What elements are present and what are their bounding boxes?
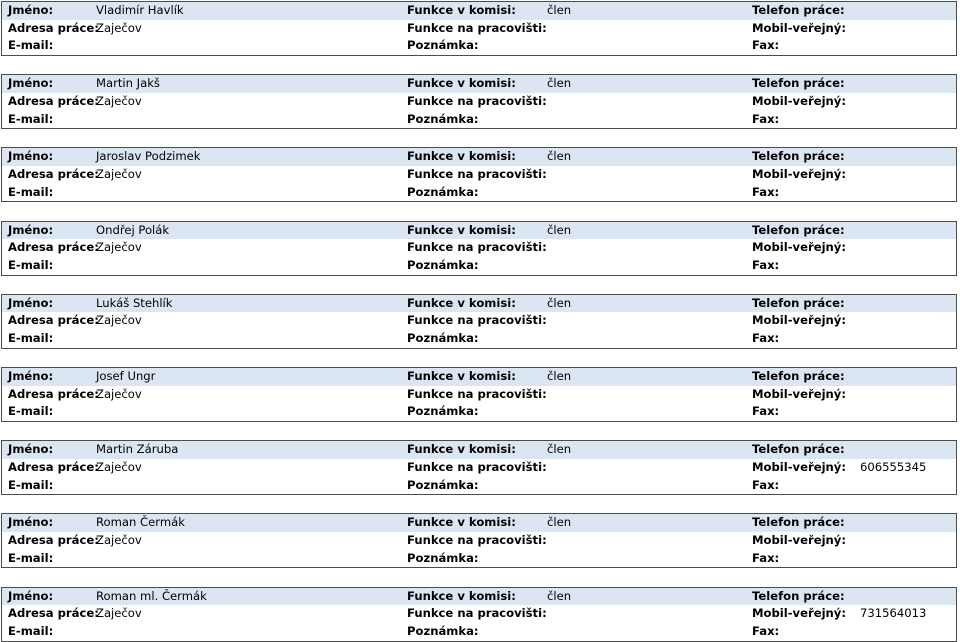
name-value: Vladimír Havlík xyxy=(96,3,184,17)
member-row-address xyxy=(2,532,956,550)
member-row-name xyxy=(2,295,956,313)
note-label: Poznámka: xyxy=(407,111,479,126)
email-label: E-mail: xyxy=(8,623,54,638)
committee-role-label: Funkce v komisi: xyxy=(407,369,516,383)
work-address-label: Adresa práce: xyxy=(8,459,99,474)
note-label: Poznámka: xyxy=(407,331,479,346)
name-value: Martin Jakš xyxy=(96,76,160,91)
workplace-role-label: Funkce na pracovišti: xyxy=(407,167,547,182)
committee-role-value: člen xyxy=(547,515,572,530)
mobile-public-value: 606555345 xyxy=(860,459,927,474)
work-address-label: Adresa práce: xyxy=(8,313,99,328)
work-address-label: Adresa práce: xyxy=(8,606,99,621)
name-value: Roman Čermák xyxy=(96,515,185,530)
name-value: Ondřej Polák xyxy=(96,222,170,237)
committee-role-label: Funkce v komisi: xyxy=(407,149,516,164)
work-address-label: Adresa práce: xyxy=(8,240,99,255)
email-label: E-mail: xyxy=(8,477,54,492)
committee-role-label: Funkce v komisi: xyxy=(407,76,516,91)
name-value: Lukáš Stehlík xyxy=(96,295,173,310)
mobile-public-label: Mobil-veřejný: xyxy=(752,93,846,108)
member-row-email xyxy=(2,403,956,421)
name-label: Jméno: xyxy=(8,295,54,310)
fax-label: Fax: xyxy=(752,331,780,346)
member-row-name xyxy=(2,514,956,532)
name-value: Jaroslav Podzimek xyxy=(96,149,201,164)
email-label: E-mail: xyxy=(8,111,54,126)
email-label: E-mail: xyxy=(8,550,54,565)
work-phone-label: Telefon práce: xyxy=(752,369,845,383)
email-label: E-mail: xyxy=(8,184,54,199)
committee-role-value: člen xyxy=(547,149,572,164)
work-address-value: Zaječov xyxy=(96,20,142,35)
workplace-role-label: Funkce na pracovišti: xyxy=(407,606,547,621)
work-address-value: Zaječov xyxy=(96,459,142,474)
email-label: E-mail: xyxy=(8,404,54,419)
member-card xyxy=(1,74,957,129)
member-row-name xyxy=(2,2,956,20)
workplace-role-label: Funkce na pracovišti: xyxy=(407,20,547,35)
committee-role-value: člen xyxy=(547,295,572,310)
mobile-public-label: Mobil-veřejný: xyxy=(752,313,846,328)
note-label: Poznámka: xyxy=(407,477,479,492)
work-phone-label: Telefon práce: xyxy=(752,442,845,457)
name-label: Jméno: xyxy=(8,515,54,530)
committee-role-label: Funkce v komisi: xyxy=(407,222,516,237)
note-label: Poznámka: xyxy=(407,623,479,638)
member-card xyxy=(1,440,957,495)
workplace-role-label: Funkce na pracovišti: xyxy=(407,386,547,401)
email-label: E-mail: xyxy=(8,38,54,53)
work-address-value: Zaječov xyxy=(96,167,142,182)
mobile-public-label: Mobil-veřejný: xyxy=(752,167,846,182)
member-row-name xyxy=(2,441,956,459)
member-row-address xyxy=(2,239,956,257)
mobile-public-label: Mobil-veřejný: xyxy=(752,459,846,474)
name-value: Roman ml. Čermák xyxy=(96,588,207,603)
committee-role-label: Funkce v komisi: xyxy=(407,442,516,457)
work-phone-label: Telefon práce: xyxy=(752,295,845,310)
work-phone-label: Telefon práce: xyxy=(752,515,845,530)
fax-label: Fax: xyxy=(752,257,780,272)
fax-label: Fax: xyxy=(752,404,780,419)
member-row-email xyxy=(2,330,956,348)
email-label: E-mail: xyxy=(8,331,54,346)
mobile-public-value: 731564013 xyxy=(860,606,927,621)
name-label: Jméno: xyxy=(8,369,54,383)
name-label: Jméno: xyxy=(8,442,54,457)
email-label: E-mail: xyxy=(8,257,54,272)
workplace-role-label: Funkce na pracovišti: xyxy=(407,459,547,474)
name-label: Jméno: xyxy=(8,76,54,91)
member-row-address xyxy=(2,20,956,38)
work-address-label: Adresa práce: xyxy=(8,93,99,108)
member-card xyxy=(1,294,957,349)
work-address-value: Zaječov xyxy=(96,606,142,621)
work-address-label: Adresa práce: xyxy=(8,533,99,548)
mobile-public-label: Mobil-veřejný: xyxy=(752,606,846,621)
member-row-email xyxy=(2,477,956,495)
fax-label: Fax: xyxy=(752,111,780,126)
member-row-address xyxy=(2,459,956,477)
mobile-public-label: Mobil-veřejný: xyxy=(752,240,846,255)
mobile-public-label: Mobil-veřejný: xyxy=(752,533,846,548)
member-row-email xyxy=(2,550,956,568)
work-address-value: Zaječov xyxy=(96,386,142,401)
member-row-address xyxy=(2,166,956,184)
work-phone-label: Telefon práce: xyxy=(752,588,845,603)
mobile-public-label: Mobil-veřejný: xyxy=(752,386,846,401)
work-address-label: Adresa práce: xyxy=(8,20,99,35)
member-row-address xyxy=(2,312,956,330)
note-label: Poznámka: xyxy=(407,404,479,419)
note-label: Poznámka: xyxy=(407,550,479,565)
member-card xyxy=(1,367,957,422)
fax-label: Fax: xyxy=(752,623,780,638)
member-row-email xyxy=(2,111,956,129)
fax-label: Fax: xyxy=(752,550,780,565)
note-label: Poznámka: xyxy=(407,38,479,53)
name-value: Martin Záruba xyxy=(96,442,179,457)
work-address-value: Zaječov xyxy=(96,313,142,328)
member-row-name xyxy=(2,75,956,93)
member-row-name xyxy=(2,148,956,166)
member-row-email xyxy=(2,37,956,55)
work-address-label: Adresa práce: xyxy=(8,167,99,182)
work-address-value: Zaječov xyxy=(96,240,142,255)
committee-role-label: Funkce v komisi: xyxy=(407,588,516,603)
committee-role-value: člen xyxy=(547,442,572,457)
work-address-value: Zaječov xyxy=(96,533,142,548)
committee-role-label: Funkce v komisi: xyxy=(407,3,516,17)
work-address-value: Zaječov xyxy=(96,93,142,108)
note-label: Poznámka: xyxy=(407,257,479,272)
member-row-address xyxy=(2,93,956,111)
mobile-public-label: Mobil-veřejný: xyxy=(752,20,846,35)
committee-role-value: člen xyxy=(547,369,572,383)
member-row-email xyxy=(2,184,956,202)
committee-role-label: Funkce v komisi: xyxy=(407,515,516,530)
workplace-role-label: Funkce na pracovišti: xyxy=(407,240,547,255)
work-address-label: Adresa práce: xyxy=(8,386,99,401)
committee-role-value: člen xyxy=(547,76,572,91)
work-phone-label: Telefon práce: xyxy=(752,222,845,237)
fax-label: Fax: xyxy=(752,477,780,492)
member-card xyxy=(1,221,957,276)
member-row-name xyxy=(2,588,956,606)
member-card xyxy=(1,587,957,642)
member-card xyxy=(1,1,957,56)
member-card xyxy=(1,147,957,202)
name-label: Jméno: xyxy=(8,222,54,237)
work-phone-label: Telefon práce: xyxy=(752,76,845,91)
member-row-email xyxy=(2,623,956,641)
work-phone-label: Telefon práce: xyxy=(752,149,845,164)
work-phone-label: Telefon práce: xyxy=(752,3,845,17)
committee-role-value: člen xyxy=(547,588,572,603)
fax-label: Fax: xyxy=(752,184,780,199)
committee-role-label: Funkce v komisi: xyxy=(407,295,516,310)
member-row-name xyxy=(2,368,956,386)
workplace-role-label: Funkce na pracovišti: xyxy=(407,93,547,108)
name-label: Jméno: xyxy=(8,149,54,164)
member-row-name xyxy=(2,222,956,240)
name-label: Jméno: xyxy=(8,3,54,17)
member-card xyxy=(1,513,957,568)
note-label: Poznámka: xyxy=(407,184,479,199)
member-row-email xyxy=(2,257,956,275)
committee-role-value: člen xyxy=(547,3,572,17)
name-label: Jméno: xyxy=(8,588,54,603)
workplace-role-label: Funkce na pracovišti: xyxy=(407,533,547,548)
member-row-address xyxy=(2,386,956,404)
fax-label: Fax: xyxy=(752,38,780,53)
member-row-address xyxy=(2,605,956,623)
workplace-role-label: Funkce na pracovišti: xyxy=(407,313,547,328)
name-value: Josef Ungr xyxy=(96,369,156,383)
committee-role-value: člen xyxy=(547,222,572,237)
